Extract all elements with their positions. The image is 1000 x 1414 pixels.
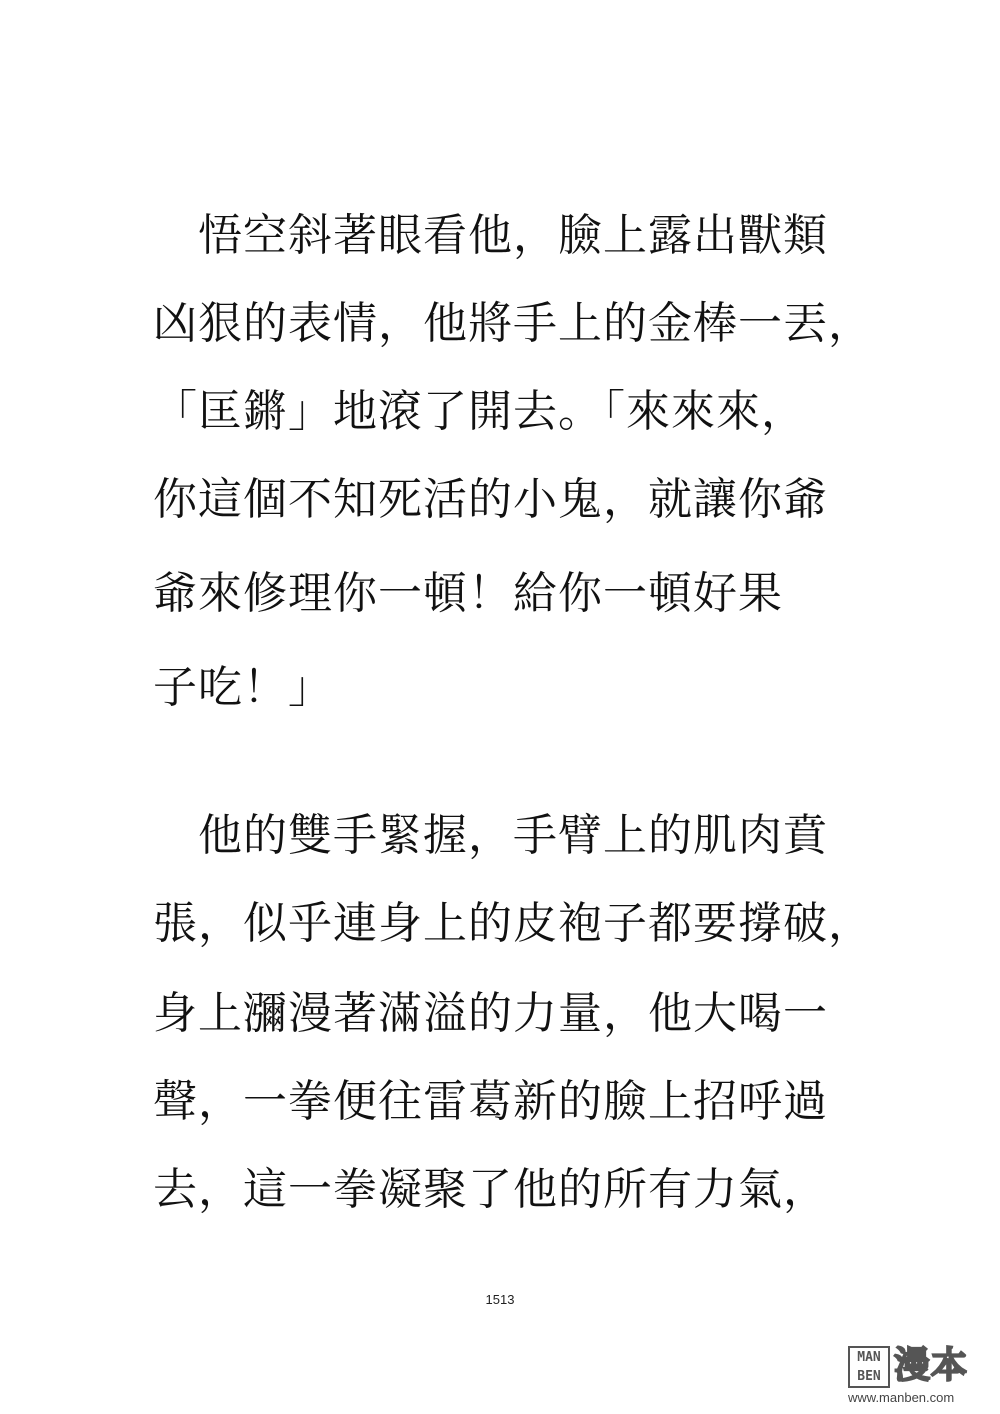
text-line: 張，似乎連身上的皮袍子都要撐破， (153, 898, 873, 949)
page-number: 1513 (485, 1292, 515, 1307)
text-line: 他的雙手緊握，手臂上的肌肉賁 (153, 810, 828, 861)
text-line: 凶狠的表情，他將手上的金棒一丟， (153, 298, 873, 349)
watermark-title: 漫本 (894, 1345, 969, 1386)
text-line: 「匡鏘」地滾了開去。「來來來， (153, 386, 806, 437)
text-line: 爺來修理你一頓！給你一頓好果 (153, 568, 783, 619)
text-line: 你這個不知死活的小鬼，就讓你爺 (153, 474, 828, 525)
watermark (848, 1346, 988, 1406)
watermark-logo-icon: MAN BEN (848, 1346, 890, 1388)
text-line: 子吃！」 (153, 662, 333, 713)
watermark-url: www.manben.com (848, 1390, 955, 1405)
text-line: 聲，一拳便往雷葛新的臉上招呼過 (153, 1076, 828, 1127)
text-line: 悟空斜著眼看他，臉上露出獸類 (153, 210, 828, 261)
text-line: 去，這一拳凝聚了他的所有力氣， (153, 1164, 828, 1215)
text-line: 身上瀰漫著滿溢的力量，他大喝一 (153, 988, 828, 1039)
